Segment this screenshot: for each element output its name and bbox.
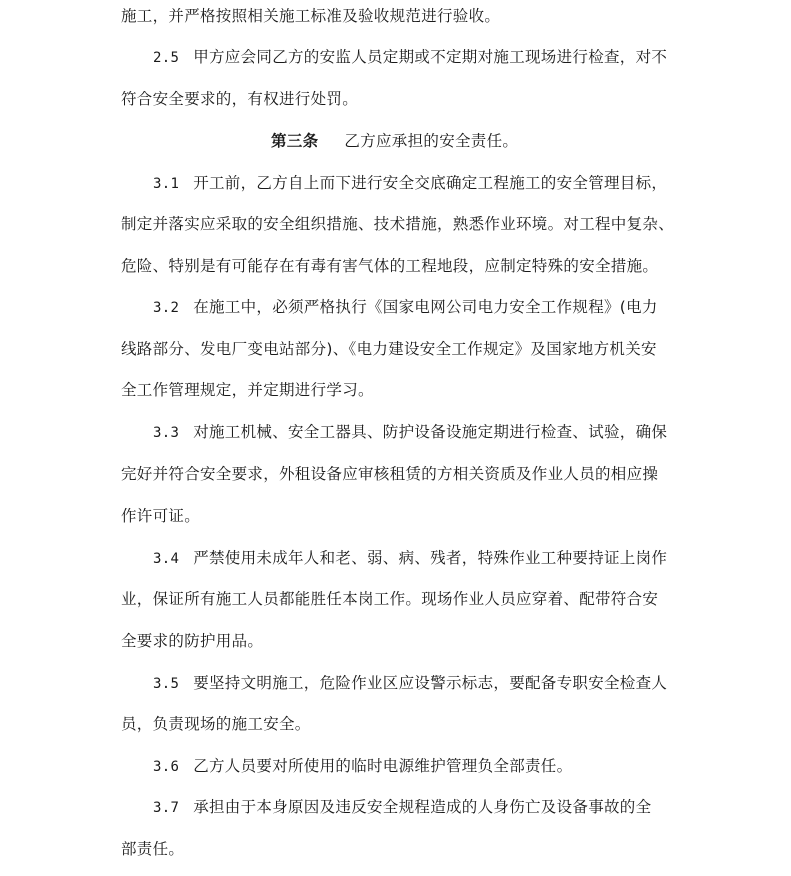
line-text: 全要求的防护用品。 xyxy=(121,632,264,650)
clause-3-7 xyxy=(153,797,651,818)
text-line xyxy=(121,256,658,276)
line-text: 施工，并严格按照相关施工标准及验收规范进行验收。 xyxy=(121,7,501,25)
line-text: 乙方人员要对所使用的临时电源维护管理负全部责任。 xyxy=(193,757,573,775)
clause-3-1 xyxy=(153,173,667,194)
clause-2-5 xyxy=(153,47,667,68)
text-line xyxy=(121,89,358,109)
clause-3-6 xyxy=(153,756,572,777)
line-text: 危险、特别是有可能存在有毒有害气体的工程地段，应制定特殊的安全措施。 xyxy=(121,257,659,275)
clause-number: 3.6 xyxy=(153,759,180,775)
article-number: 第三条 xyxy=(271,132,319,150)
clause-number: 2.5 xyxy=(153,50,180,66)
text-line xyxy=(121,589,658,609)
clause-number: 3.3 xyxy=(153,425,180,441)
clause-3-4 xyxy=(153,548,667,569)
line-text: 要坚持文明施工，危险作业区应设警示标志，要配备专职安全检查人 xyxy=(193,674,668,692)
line-text: 严禁使用未成年人和老、弱、病、残者，特殊作业工种要持证上岗作 xyxy=(193,549,668,567)
line-text: 开工前，乙方自上而下进行安全交底确定工程施工的安全管理目标， xyxy=(193,174,668,192)
line-text: 在施工中，必须严格执行《国家电网公司电力安全工作规程》(电力 xyxy=(193,298,658,316)
text-line xyxy=(121,631,263,651)
clause-3-3 xyxy=(153,422,667,443)
line-text: 部责任。 xyxy=(121,840,185,858)
line-text: 对施工机械、安全工器具、防护设备设施定期进行检查、试验，确保 xyxy=(193,423,668,441)
line-text: 员，负责现场的施工安全。 xyxy=(121,715,311,733)
text-line xyxy=(121,6,500,26)
text-line xyxy=(121,339,657,359)
line-text: 符合安全要求的，有权进行处罚。 xyxy=(121,90,359,108)
text-line xyxy=(121,506,200,526)
clause-3-5 xyxy=(153,673,667,694)
line-text: 甲方应会同乙方的安监人员定期或不定期对施工现场进行检查，对不 xyxy=(193,48,668,66)
line-text: 作许可证。 xyxy=(121,507,201,525)
clause-number: 3.7 xyxy=(153,800,180,816)
line-text: 完好并符合安全要求，外租设备应审核租赁的方相关资质及作业人员的相应操 xyxy=(121,465,659,483)
clause-number: 3.4 xyxy=(153,551,180,567)
line-text: 制定并落实应采取的安全组织措施、技术措施，熟悉作业环境。对工程中复杂、 xyxy=(121,215,675,233)
clause-number: 3.5 xyxy=(153,676,180,692)
text-line xyxy=(121,714,311,734)
line-text: 业，保证所有施工人员都能胜任本岗工作。现场作业人员应穿着、配带符合安 xyxy=(121,590,659,608)
article-heading xyxy=(271,131,518,151)
line-text: 承担由于本身原因及违反安全规程造成的人身伤亡及设备事故的全 xyxy=(193,798,652,816)
line-text: 全工作管理规定，并定期进行学习。 xyxy=(121,381,374,399)
clause-3-2 xyxy=(153,297,658,318)
article-title: 乙方应承担的安全责任。 xyxy=(344,132,519,150)
text-line xyxy=(121,214,674,234)
text-line xyxy=(121,839,184,859)
text-line xyxy=(121,464,658,484)
text-line xyxy=(121,380,374,400)
clause-number: 3.1 xyxy=(153,176,180,192)
line-text: 线路部分、发电厂变电站部分)、《电力建设安全工作规定》及国家地方机关安 xyxy=(121,340,657,358)
clause-number: 3.2 xyxy=(153,300,180,316)
